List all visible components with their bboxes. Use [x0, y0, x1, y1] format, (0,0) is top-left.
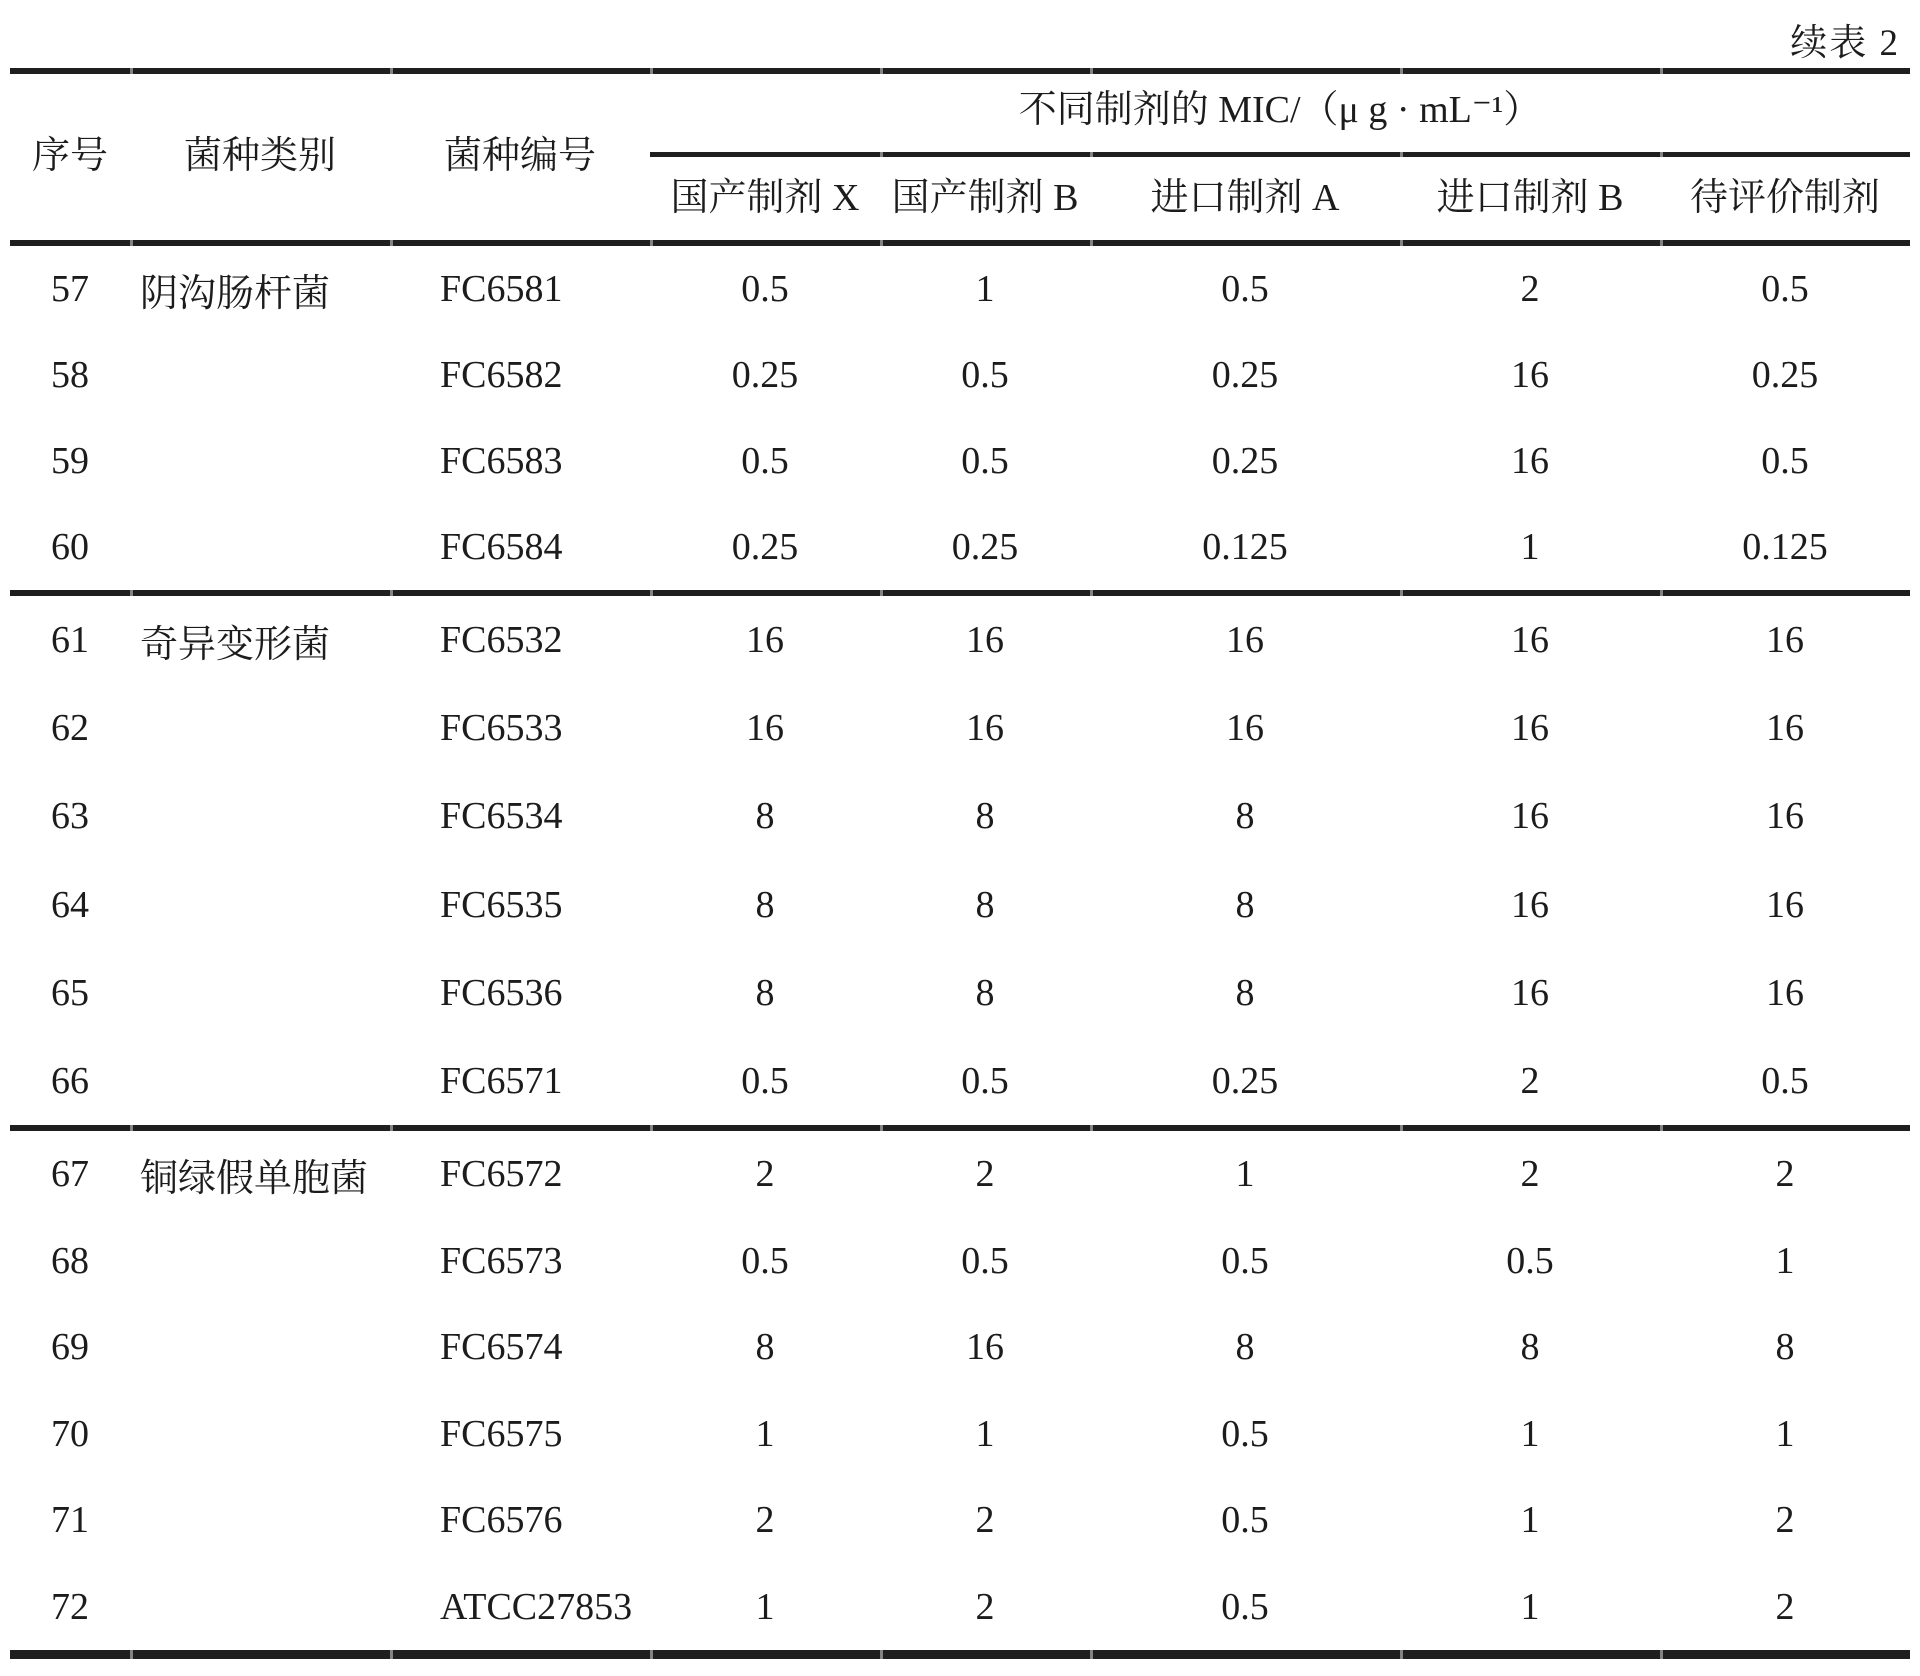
value-cell: 2	[1775, 1499, 1795, 1542]
index-cell: 62	[51, 707, 89, 750]
value-cell: 0.25	[1211, 354, 1279, 396]
code-cell: FC6581	[440, 268, 563, 310]
code-cell: FC6536	[440, 971, 563, 1014]
index-cell: 63	[51, 795, 89, 838]
index-cell: 64	[51, 883, 89, 926]
rule-tick	[880, 1649, 883, 1660]
rule-tick	[650, 67, 653, 75]
value-cell: 2	[975, 1499, 995, 1542]
value-cell: 2	[755, 1499, 775, 1542]
value-cell: 0.5	[741, 1059, 789, 1102]
category-cell	[130, 418, 400, 504]
value-cell: 16	[1511, 619, 1549, 662]
rule-tick	[650, 1649, 653, 1660]
value-cell: 0.5	[961, 1059, 1009, 1102]
col-header-import-b: 进口制剂 B	[1436, 177, 1624, 219]
value-cell: 1	[755, 1585, 775, 1628]
category-cell	[130, 504, 400, 590]
value-cell: 16	[1766, 971, 1804, 1014]
value-cell: 8	[1235, 795, 1255, 838]
table-row	[0, 504, 1920, 590]
col-header-category: 菌种类别	[183, 135, 336, 177]
rule-tick	[1660, 67, 1663, 75]
value-cell: 16	[1511, 971, 1549, 1014]
value-cell: 8	[975, 795, 995, 838]
code-cell: ATCC27853	[440, 1585, 633, 1628]
rule-tick	[880, 67, 883, 75]
value-cell: 0.25	[1751, 354, 1819, 396]
mic-span-rule	[650, 152, 1910, 157]
value-cell: 0.25	[951, 526, 1019, 568]
value-cell: 2	[975, 1153, 995, 1196]
value-cell: 16	[1766, 795, 1804, 838]
table-row	[0, 1218, 1920, 1305]
code-cell: FC6582	[440, 354, 563, 396]
value-cell: 1	[975, 1412, 995, 1455]
value-cell: 2	[1520, 1059, 1540, 1102]
value-cell: 0.5	[961, 440, 1009, 482]
table-row	[0, 861, 1920, 949]
value-cell: 8	[755, 795, 775, 838]
index-cell: 71	[51, 1499, 89, 1542]
value-cell: 16	[1511, 707, 1549, 750]
value-cell: 0.5	[741, 268, 789, 310]
category-cell	[130, 1564, 400, 1651]
index-cell: 68	[51, 1239, 89, 1282]
value-cell: 16	[966, 707, 1004, 750]
table-row	[0, 332, 1920, 418]
value-cell: 16	[1766, 883, 1804, 926]
col-header-domestic-b: 国产制剂 B	[891, 177, 1079, 219]
rule-tick	[1400, 67, 1403, 75]
value-cell: 16	[1766, 707, 1804, 750]
value-cell: 0.5	[961, 354, 1009, 396]
rule-tick	[390, 67, 393, 75]
rule-tick	[390, 1649, 393, 1660]
value-cell: 0.25	[1211, 1059, 1279, 1102]
index-cell: 72	[51, 1585, 89, 1628]
rule-tick	[1400, 151, 1403, 158]
category-cell	[130, 861, 400, 949]
value-cell: 8	[1235, 1326, 1255, 1369]
value-cell: 0.25	[731, 354, 799, 396]
value-cell: 8	[975, 971, 995, 1014]
value-cell: 0.5	[741, 440, 789, 482]
index-cell: 70	[51, 1412, 89, 1455]
value-cell: 16	[1511, 883, 1549, 926]
code-cell: FC6573	[440, 1239, 563, 1282]
value-cell: 2	[975, 1585, 995, 1628]
value-cell: 0.5	[1761, 1059, 1809, 1102]
code-cell: FC6583	[440, 440, 563, 482]
table-row	[0, 949, 1920, 1037]
value-cell: 1	[1520, 1585, 1540, 1628]
col-header-import-a: 进口制剂 A	[1150, 177, 1340, 219]
value-cell: 0.5	[961, 1239, 1009, 1282]
code-cell: FC6571	[440, 1059, 563, 1102]
code-cell: FC6584	[440, 526, 563, 568]
category-cell	[130, 1477, 400, 1564]
rule-tick	[1660, 151, 1663, 158]
category-cell: 铜绿假单胞菌	[140, 1157, 369, 1200]
value-cell: 1	[1235, 1153, 1255, 1196]
value-cell: 16	[1766, 619, 1804, 662]
rule-tick	[1090, 67, 1093, 75]
value-cell: 16	[1226, 619, 1264, 662]
index-cell: 61	[51, 619, 89, 662]
rule-tick	[1660, 1649, 1663, 1660]
value-cell: 16	[966, 619, 1004, 662]
index-cell: 66	[51, 1059, 89, 1102]
col-header-mic-span: 不同制剂的 MIC/（μ g · mL⁻¹）	[1018, 89, 1542, 131]
value-cell: 1	[1520, 1499, 1540, 1542]
table-row	[0, 246, 1920, 332]
code-cell: FC6575	[440, 1412, 563, 1455]
value-cell: 1	[755, 1412, 775, 1455]
value-cell: 1	[1775, 1412, 1795, 1455]
category-cell	[130, 332, 400, 418]
table-top-rule	[10, 68, 1910, 74]
value-cell: 0.5	[1761, 268, 1809, 310]
rule-tick	[880, 151, 883, 158]
value-cell: 8	[755, 883, 775, 926]
col-header-evaluated: 待评价制剂	[1689, 177, 1880, 219]
category-cell	[130, 684, 400, 772]
value-cell: 0.25	[1211, 440, 1279, 482]
code-cell: FC6532	[440, 619, 563, 662]
index-cell: 65	[51, 971, 89, 1014]
value-cell: 0.5	[1221, 1239, 1269, 1282]
col-header-domestic-x: 国产制剂 X	[670, 177, 860, 219]
code-cell: FC6572	[440, 1153, 563, 1196]
index-cell: 67	[51, 1153, 89, 1196]
value-cell: 0.5	[1221, 1499, 1269, 1542]
code-cell: FC6533	[440, 707, 563, 750]
value-cell: 1	[1520, 526, 1540, 568]
rule-tick	[1090, 151, 1093, 158]
index-cell: 69	[51, 1326, 89, 1369]
value-cell: 8	[975, 883, 995, 926]
value-cell: 16	[1511, 795, 1549, 838]
value-cell: 16	[1226, 707, 1264, 750]
rule-tick	[130, 1649, 133, 1660]
category-cell	[130, 772, 400, 860]
table-row	[0, 1131, 1920, 1218]
category-cell	[130, 1304, 400, 1391]
category-cell	[130, 1037, 400, 1125]
value-cell: 0.5	[1221, 268, 1269, 310]
value-cell: 2	[1775, 1153, 1795, 1196]
rule-tick	[130, 67, 133, 75]
index-cell: 60	[51, 526, 89, 568]
table-row	[0, 684, 1920, 772]
value-cell: 0.5	[741, 1239, 789, 1282]
table-row	[0, 1477, 1920, 1564]
value-cell: 0.125	[1742, 526, 1828, 568]
col-header-code: 菌种编号	[443, 135, 596, 177]
table-row	[0, 1304, 1920, 1391]
category-cell	[130, 949, 400, 1037]
value-cell: 16	[746, 619, 784, 662]
table-row	[0, 1391, 1920, 1478]
value-cell: 16	[1511, 440, 1549, 482]
index-cell: 58	[51, 354, 89, 396]
value-cell: 0.5	[1221, 1412, 1269, 1455]
value-cell: 1	[975, 268, 995, 310]
value-cell: 2	[755, 1153, 775, 1196]
value-cell: 8	[1235, 883, 1255, 926]
code-cell: FC6535	[440, 883, 563, 926]
value-cell: 0.5	[1221, 1585, 1269, 1628]
table-row	[0, 1037, 1920, 1125]
category-cell	[130, 1391, 400, 1478]
value-cell: 0.5	[1506, 1239, 1554, 1282]
value-cell: 8	[755, 971, 775, 1014]
value-cell: 2	[1520, 268, 1540, 310]
value-cell: 8	[1775, 1326, 1795, 1369]
rule-tick	[1400, 1649, 1403, 1660]
table-row	[0, 772, 1920, 860]
col-header-index: 序号	[31, 135, 108, 177]
code-cell: FC6576	[440, 1499, 563, 1542]
value-cell: 0.5	[1761, 440, 1809, 482]
value-cell: 16	[746, 707, 784, 750]
value-cell: 1	[1775, 1239, 1795, 1282]
table-bottom-rule	[10, 1650, 1910, 1659]
value-cell: 0.125	[1202, 526, 1288, 568]
value-cell: 2	[1520, 1153, 1540, 1196]
table-row	[0, 1564, 1920, 1651]
value-cell: 0.25	[731, 526, 799, 568]
value-cell: 8	[755, 1326, 775, 1369]
category-cell: 奇异变形菌	[140, 623, 331, 666]
value-cell: 2	[1775, 1585, 1795, 1628]
table-row	[0, 596, 1920, 684]
value-cell: 8	[1235, 971, 1255, 1014]
category-cell: 阴沟肠杆菌	[140, 272, 331, 315]
table-row	[0, 418, 1920, 504]
value-cell: 16	[1511, 354, 1549, 396]
value-cell: 16	[966, 1326, 1004, 1369]
value-cell: 1	[1520, 1412, 1540, 1455]
rule-tick	[1090, 1649, 1093, 1660]
value-cell: 8	[1520, 1326, 1540, 1369]
code-cell: FC6574	[440, 1326, 563, 1369]
code-cell: FC6534	[440, 795, 563, 838]
table-continuation-caption: 续表 2	[1790, 23, 1900, 64]
index-cell: 59	[51, 440, 89, 482]
index-cell: 57	[51, 268, 89, 310]
category-cell	[130, 1218, 400, 1305]
